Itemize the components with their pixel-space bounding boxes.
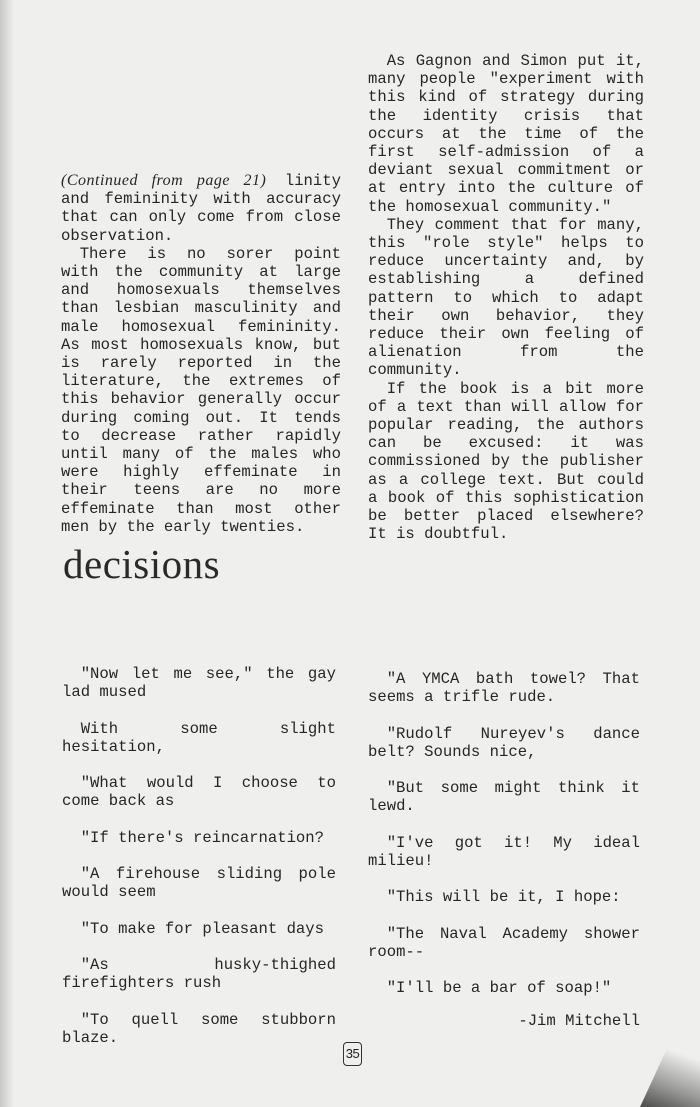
poem-title: decisions xyxy=(63,541,221,587)
article-paragraph: (Continued from page 21) linity and femininity with accuracy that can only come from close observation. xyxy=(61,172,341,245)
poem-stanza: "Rudolf Nureyev's dance belt? Sounds nice, xyxy=(368,724,640,761)
article-paragraph: They comment that for many, this "role style" helps to reduce uncertainty and, by establishing a defined pattern to which to adapt their own behavior, they reduce their own feeling of alienation from the community. xyxy=(368,215,644,380)
page-edge-shadow xyxy=(0,0,14,1107)
article-left-column xyxy=(61,172,341,536)
poem-stanza: "I've got it! My ideal milieu! xyxy=(368,833,640,870)
article-right-column xyxy=(368,52,644,543)
poem-stanza: "What would I choose to come back as xyxy=(62,774,336,810)
article-paragraph: There is no sorer point with the community at large and homosexuals themselves than lesbian masculinity and male homosexual femininity. As most homosexuals know, but is rarely reported in the literature, the extremes of this behavior generally occur during coming out. It tends to decrease rather rapidly until many of the males who were highly effeminate in their teens are no more effeminate than most other men by the early twenties. xyxy=(61,244,341,536)
poem-stanza: "To quell some stubborn blaze. xyxy=(62,1010,336,1047)
poem-stanza: "To make for pleasant days xyxy=(80,919,325,938)
page-curl-shadow xyxy=(640,977,700,1107)
poem-stanza: "If there's reincarnation? xyxy=(80,828,325,847)
article-paragraph: As Gagnon and Simon put it, many people "experiment with this kind of strategy during the identity crisis that occurs at the time of the first self-admission of a deviant sexual commitment or at entry into the culture of the homosexual community." xyxy=(368,52,644,216)
poem-stanza: With some slight hesitation, xyxy=(62,719,336,756)
poem-author: -Jim Mitchell xyxy=(518,1011,640,1030)
poem-stanza: "A firehouse sliding pole would seem xyxy=(62,865,336,901)
poem-stanza: "The Naval Academy shower room-- xyxy=(368,924,640,961)
poem-stanza: "But some might think it lewd. xyxy=(368,779,640,815)
page-number: 35 xyxy=(343,1042,362,1066)
poem-stanza: "This will be it, I hope: xyxy=(386,888,621,906)
poem-stanza: "As husky-thighed firefighters rush xyxy=(62,956,336,992)
continued-from-note: (Continued from page 21) xyxy=(61,172,267,189)
poem-right-column xyxy=(368,670,640,1045)
poem-stanza: "A YMCA bath towel? That seems a trifle rude. xyxy=(368,670,640,706)
poem-stanza: "I'll be a bar of soap!" xyxy=(386,979,612,997)
article-paragraph: If the book is a bit more of a text than will allow for popular reading, the authors can be excused: it was commissioned by the publisher as a college text. But could a book of this sophistication be better placed elsewhere? It is doubtful. xyxy=(368,379,644,544)
poem-stanza: "Now let me see," the gay lad mused xyxy=(62,665,336,701)
poem-left-column xyxy=(62,665,336,1065)
